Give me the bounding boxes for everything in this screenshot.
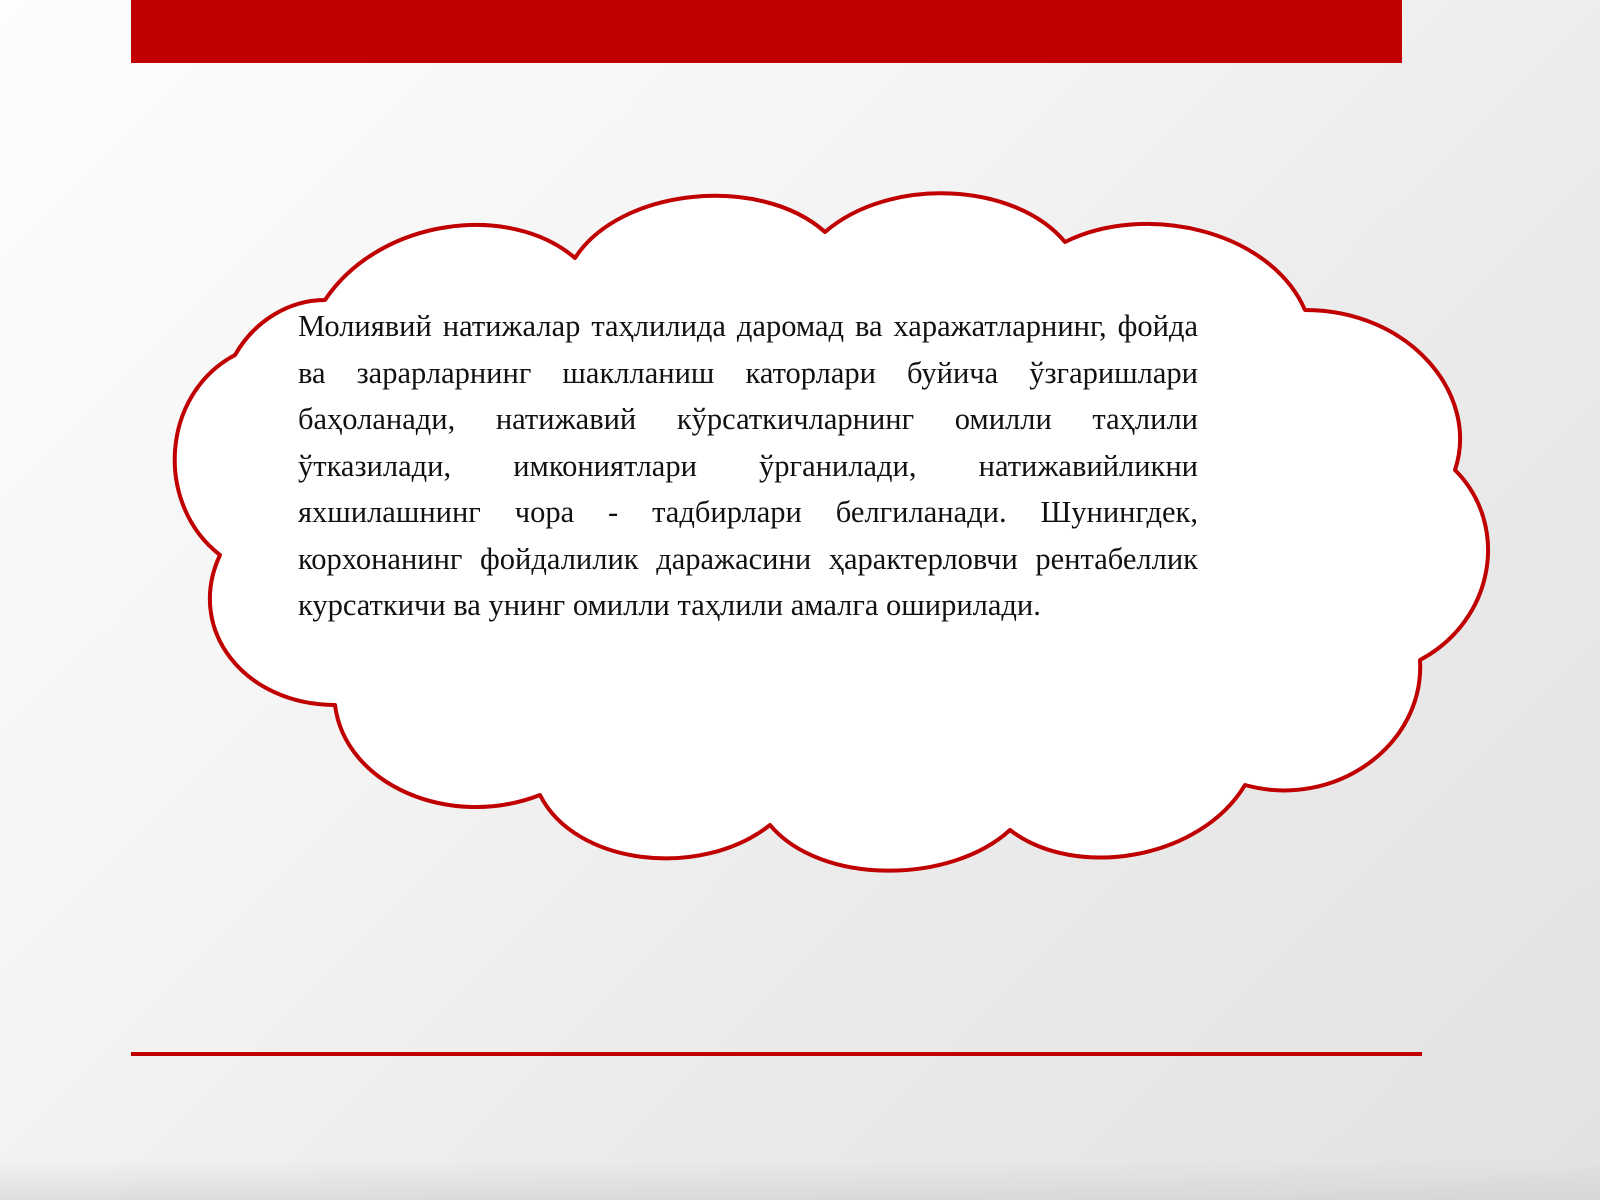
cloud-body-text xyxy=(298,303,1198,629)
bottom-gradient-fade xyxy=(0,1160,1600,1200)
cloud-paragraph: Молиявий натижалар таҳлилида даромад ва харажатларнинг, фойда ва зарарларнинг шаклланиш каторлари буйича ўзгаришлари баҳоланади, натижавий кўрсаткичларнинг омилли таҳлили ўтказилади, имкониятлари ўрганилади, натижавийликни яхшилашнинг чора - тадбирлари белгиланади. Шунингдек, корхонанинг фойдалилик даражасини ҳарактерловчи рентабеллик курсаткичи ва унинг омилли таҳлили амалга оширилади. xyxy=(298,309,1198,622)
bottom-accent-rule xyxy=(131,1052,1422,1056)
top-accent-bar xyxy=(131,0,1402,63)
